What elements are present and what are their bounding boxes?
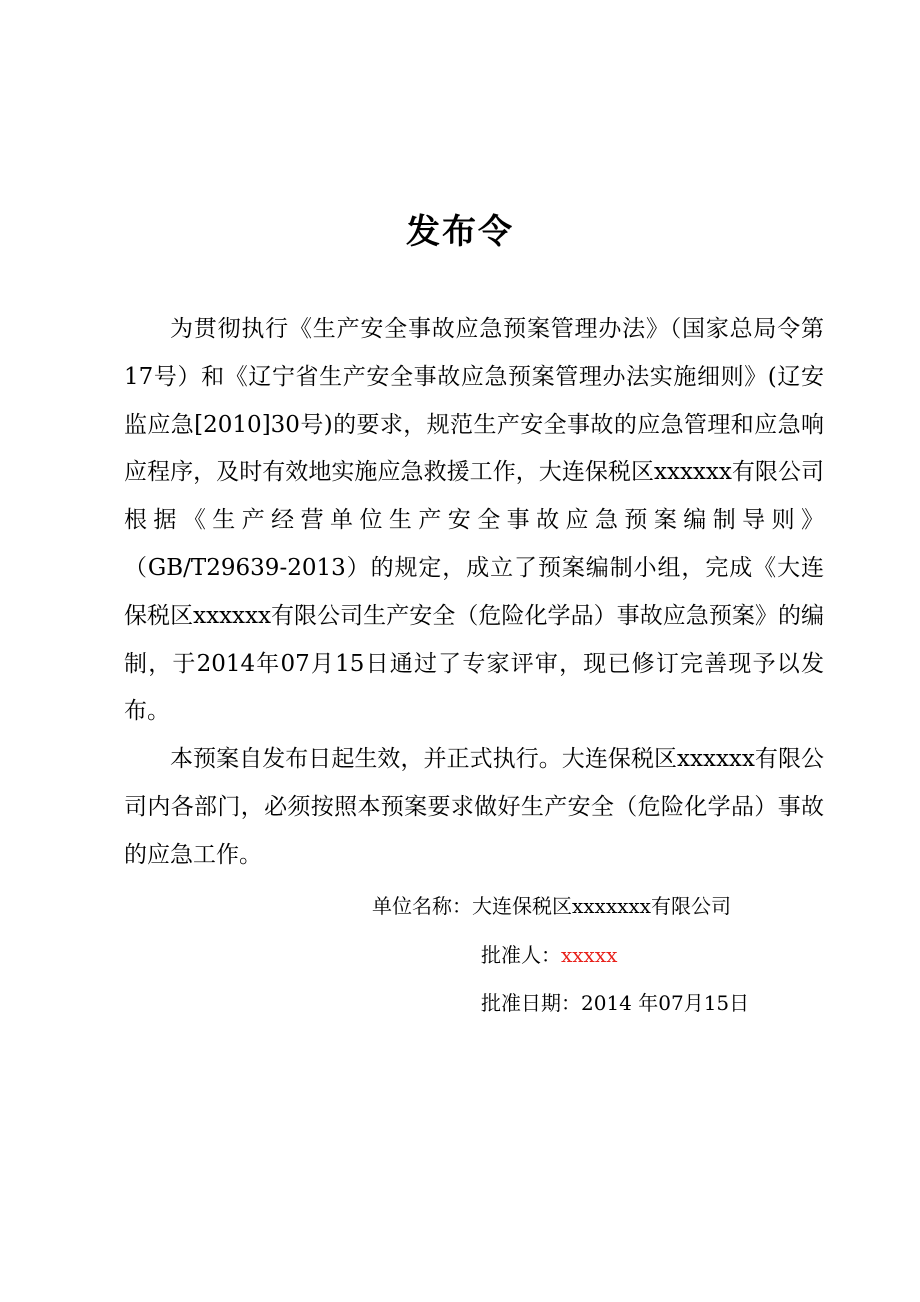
- signature-unit: [372, 891, 731, 921]
- date-label: 批准日期：: [481, 991, 581, 1015]
- body-text: [124, 306, 824, 880]
- unit-value: 大连保税区xxxxxxx有限公司: [472, 894, 731, 918]
- signature-date: [481, 988, 749, 1018]
- paragraph-1: 为贯彻执行《生产安全事故应急预案管理办法》（国家总局令第17号）和《辽宁省生产安全事故应急预案管理办法实施细则》(辽安监应急[2010]30号)的要求，规范生产安全事故的应急管理和应急响应程序，及时有效地实施应急救援工作，大连保税区xxxxxx有限公司根据《生产经营单位生产安全事故应急预案编制导则》（GB/T29639-2013）的规定，成立了预案编制小组，完成《大连保税区xxxxxx有限公司生产安全（危险化学品）事故应急预案》的编制，于2014年07月15日通过了专家评审，现已修订完善现予以发布。: [124, 316, 824, 725]
- unit-label: 单位名称：: [372, 894, 472, 918]
- signature-approver: [481, 940, 617, 970]
- date-value: 2014 年07月15日: [581, 991, 750, 1015]
- approver-label: 批准人：: [481, 943, 561, 967]
- paragraph-2: 本预案自发布日起生效，并正式执行。大连保税区xxxxxx有限公司内各部门，必须按照本预案要求做好生产安全（危险化学品）事故的应急工作。: [124, 746, 824, 868]
- approver-value: xxxxx: [561, 943, 618, 967]
- page-title: 发布令: [406, 212, 514, 252]
